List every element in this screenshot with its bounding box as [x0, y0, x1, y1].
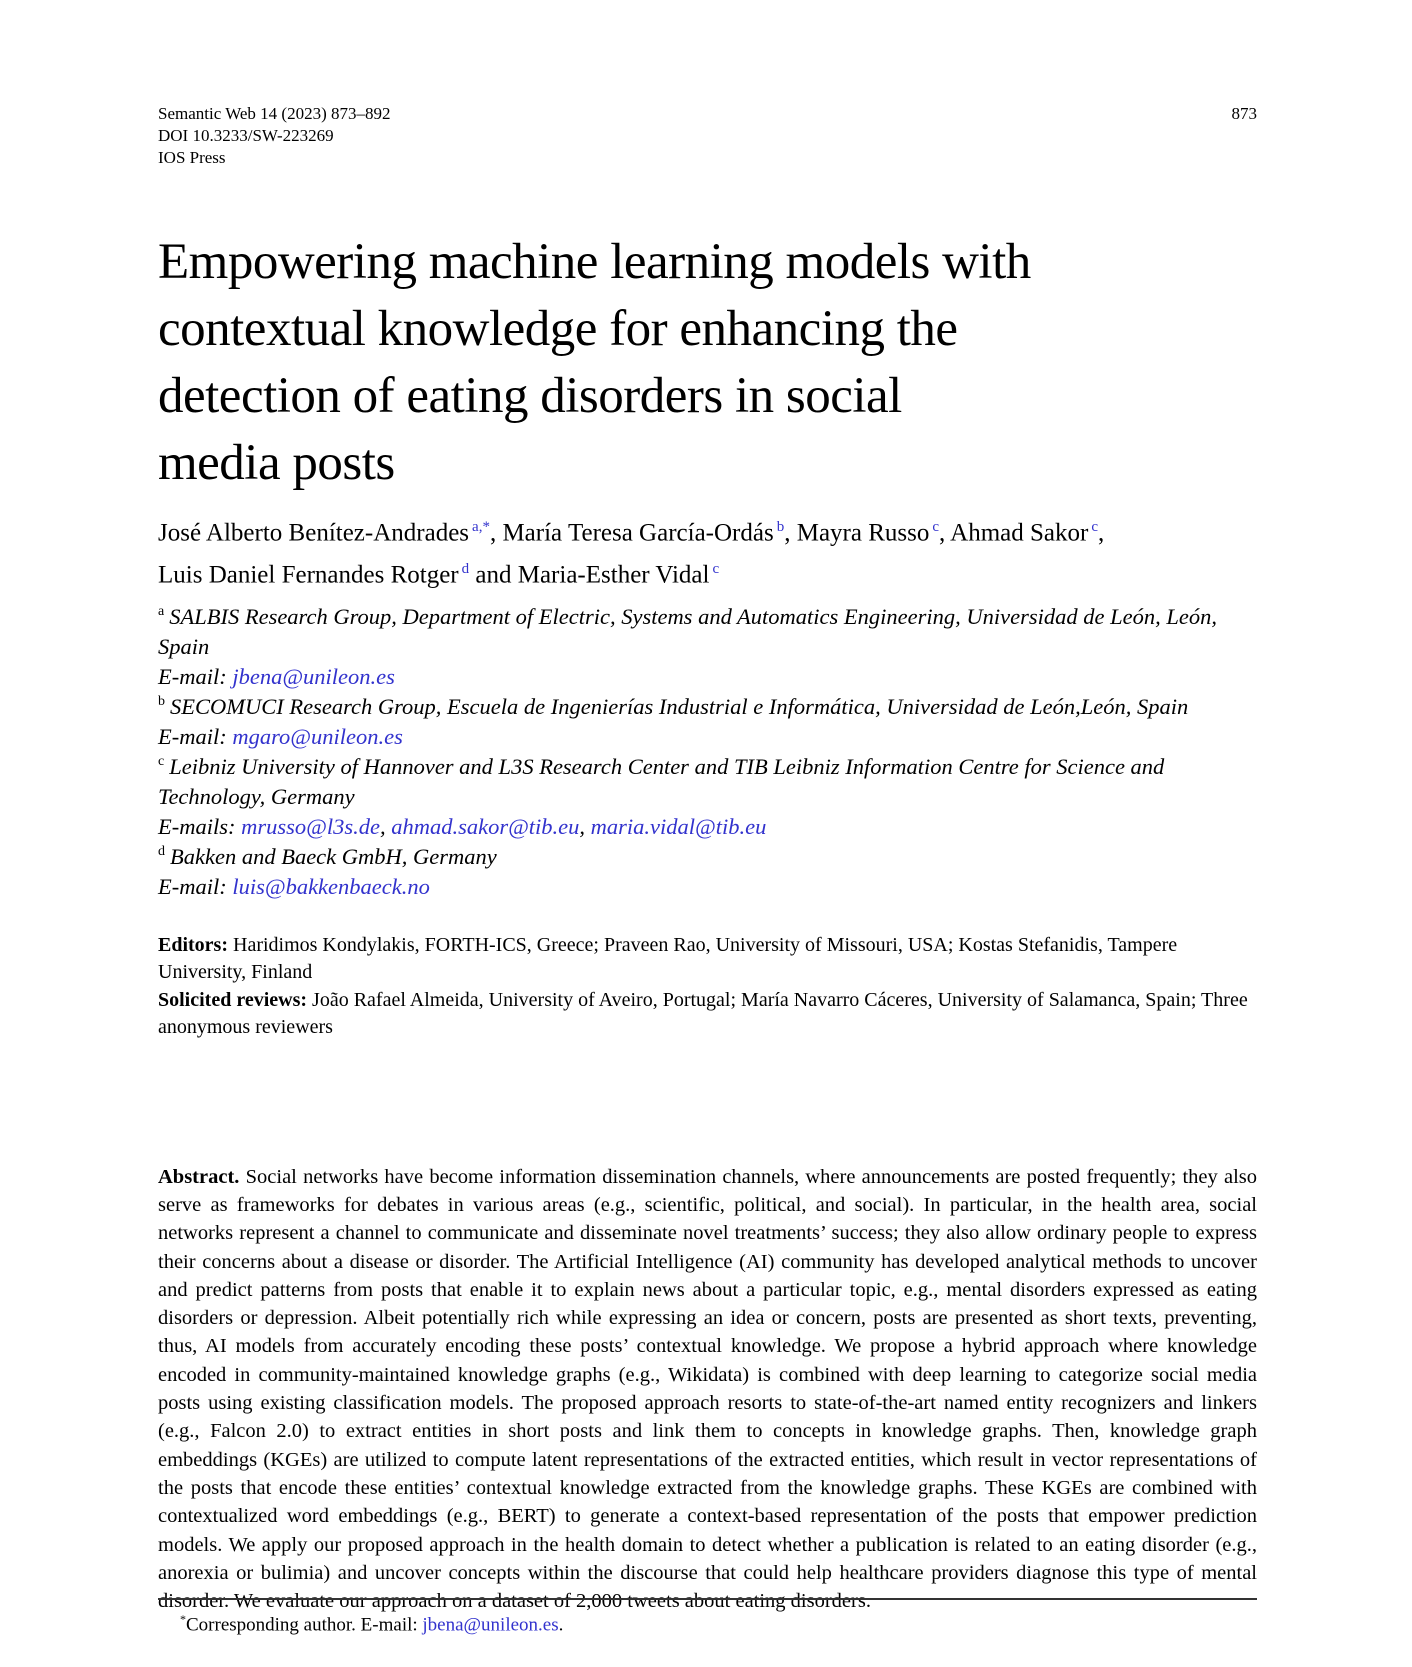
affiliation-b-email-line: [158, 722, 1257, 752]
footnote-area: [158, 1598, 1257, 1637]
email-separator: ,: [379, 813, 392, 839]
email-link[interactable]: jbena@unileon.es: [232, 663, 395, 689]
authors-line-2: [158, 551, 1257, 593]
footnote-star: *: [180, 1612, 186, 1626]
journal-header-left: [158, 103, 391, 169]
affiliation-sup: b: [158, 694, 165, 710]
author-affil-sup: c: [932, 519, 940, 535]
authors: [158, 509, 1257, 594]
author-affil-sup: a,*: [472, 519, 490, 535]
email-label: E-mail:: [158, 723, 233, 749]
footnote-rule: [158, 1598, 1257, 1600]
footnote-period: .: [558, 1614, 564, 1636]
corresponding-author-footnote: [158, 1607, 1257, 1637]
journal-header: [158, 103, 1257, 169]
journal-publisher: IOS Press: [158, 148, 226, 167]
author-affil-sup: c: [712, 561, 720, 578]
email-link[interactable]: mgaro@unileon.es: [232, 723, 403, 749]
editors-section: [158, 932, 1257, 1042]
email-label: E-mail:: [158, 873, 233, 899]
paper-title-line-2: contextual knowledge for enhancing the: [158, 301, 958, 357]
email-separator: ,: [579, 813, 591, 839]
author-name: Maria-Esther Vidal: [517, 561, 710, 589]
editors-text: Haridimos Kondylakis, FORTH-ICS, Greece; Praveen Rao, University of Missouri, USA; Kostas Stefanidis, Tampere University, Finland: [158, 933, 1178, 984]
affiliation-text: SECOMUCI Research Group, Escuela de Ingenierías Industrial e Informática, Universidad de León,León, Spain: [170, 693, 1189, 719]
solicited-reviews-line: [158, 987, 1257, 1042]
author-name: Luis Daniel Fernandes Rotger: [158, 561, 459, 589]
solicited-reviews-text: João Rafael Almeida, University of Aveiro, Portugal; María Navarro Cáceres, University of Salamanca, Spain; Three anonymous reviewers: [158, 988, 1248, 1039]
author-affil-sup: c: [1091, 519, 1098, 535]
email-link[interactable]: ahmad.sakor@tib.eu: [391, 813, 580, 839]
editors-label: Editors:: [158, 933, 228, 956]
author-name: María Teresa García-Ordás: [502, 519, 774, 547]
author-separator: and: [469, 561, 518, 589]
affiliation-d-email-line: [158, 872, 1257, 902]
author-separator: ,: [939, 519, 951, 547]
author-affil-sup: b: [776, 519, 785, 535]
author-name: Ahmad Sakor: [950, 519, 1089, 547]
solicited-reviews-label: Solicited reviews:: [158, 988, 308, 1011]
paper-title-line-1: Empowering machine learning models with: [158, 234, 1031, 290]
affiliation-c: [158, 752, 1257, 812]
affiliation-text: Bakken and Baeck GmbH, Germany: [170, 843, 497, 869]
authors-line-1: [158, 509, 1257, 551]
paper-title: [158, 229, 1257, 497]
corresponding-email-link[interactable]: jbena@unileon.es: [422, 1614, 559, 1636]
affiliation-sup: d: [158, 844, 165, 860]
affiliations: [158, 602, 1257, 902]
email-link[interactable]: luis@bakkenbaeck.no: [232, 873, 430, 899]
author-name: José Alberto Benítez-Andrades: [158, 519, 470, 547]
editors-line: [158, 932, 1257, 987]
paper-title-line-4: media posts: [158, 435, 395, 491]
abstract-section: [158, 1163, 1257, 1616]
affiliation-sup: c: [158, 754, 165, 770]
author-name: Mayra Russo: [796, 519, 930, 547]
paper-title-line-3: detection of eating disorders in social: [158, 368, 902, 424]
affiliation-sup: a: [158, 604, 165, 620]
footnote-text: Corresponding author. E-mail:: [186, 1614, 423, 1636]
page-number: 873: [1231, 104, 1257, 123]
author-separator: ,: [1098, 519, 1105, 547]
author-separator: ,: [489, 519, 503, 547]
affiliation-text: Leibniz University of Hannover and L3S Research Center and TIB Leibniz Information Centre for Science and Technology, Germany: [158, 753, 1165, 809]
email-link[interactable]: maria.vidal@tib.eu: [590, 813, 767, 839]
affiliation-b: [158, 692, 1257, 722]
author-separator: ,: [784, 519, 797, 547]
journal-doi: DOI 10.3233/SW-223269: [158, 126, 334, 145]
email-link[interactable]: mrusso@l3s.de: [241, 813, 380, 839]
email-label: E-mail:: [158, 663, 233, 689]
email-label: E-mails:: [158, 813, 242, 839]
affiliation-c-email-line: [158, 812, 1257, 842]
journal-citation: Semantic Web 14 (2023) 873–892: [158, 104, 391, 123]
author-affil-sup: d: [461, 561, 470, 578]
affiliation-a-email-line: [158, 662, 1257, 692]
abstract-label: Abstract.: [158, 1165, 240, 1188]
affiliation-d: [158, 842, 1257, 872]
abstract-text: Social networks have become information dissemination channels, where announcements are posted frequently; they also serve as frameworks for debates in various areas (e.g., scientific, political, and social). In particular, in the health area, social networks represent a channel to communicate and disseminate novel treatments’ success; they also allow ordinary people to express their concerns about a disease or disorder. The Artificial Intelligence (AI) community has developed analytical methods to uncover and predict patterns from posts that enable it to explain news about a particular topic, e.g., mental disorders expressed as eating disorders or depression. Albeit potentially rich while expressing an idea or concern, posts are presented as short texts, preventing, thus, AI models from accurately encoding these posts’ contextual knowledge. We propose a hybrid approach where knowledge encoded in community-maintained knowledge graphs (e.g., Wikidata) is combined with deep learning to categorize social media posts using existing classification models. The proposed approach resorts to state-of-the-art named entity recognizers and linkers (e.g., Falcon 2.0) to extract entities in short posts and link them to concepts in knowledge graphs. Then, knowledge graph embeddings (KGEs) are utilized to compute latent representations of the extracted entities, which result in vector representations of the posts that encode these entities’ contextual knowledge extracted from the knowledge graphs. These KGEs are combined with contextualized word embeddings (e.g., BERT) to generate a context-based representation of the posts that empower prediction models. We apply our proposed approach in the health domain to detect whether a publication is related to an eating disorder (e.g., anorexia or bulimia) and uncover concepts within the discourse that could help healthcare providers diagnose this type of mental disorder. We evaluate our approach on a dataset of 2,000 tweets about eating disorders.: [158, 1165, 1257, 1613]
affiliation-a: [158, 602, 1257, 662]
affiliation-text: SALBIS Research Group, Department of Electric, Systems and Automatics Engineering, Universidad de León, León, Spain: [158, 603, 1217, 659]
